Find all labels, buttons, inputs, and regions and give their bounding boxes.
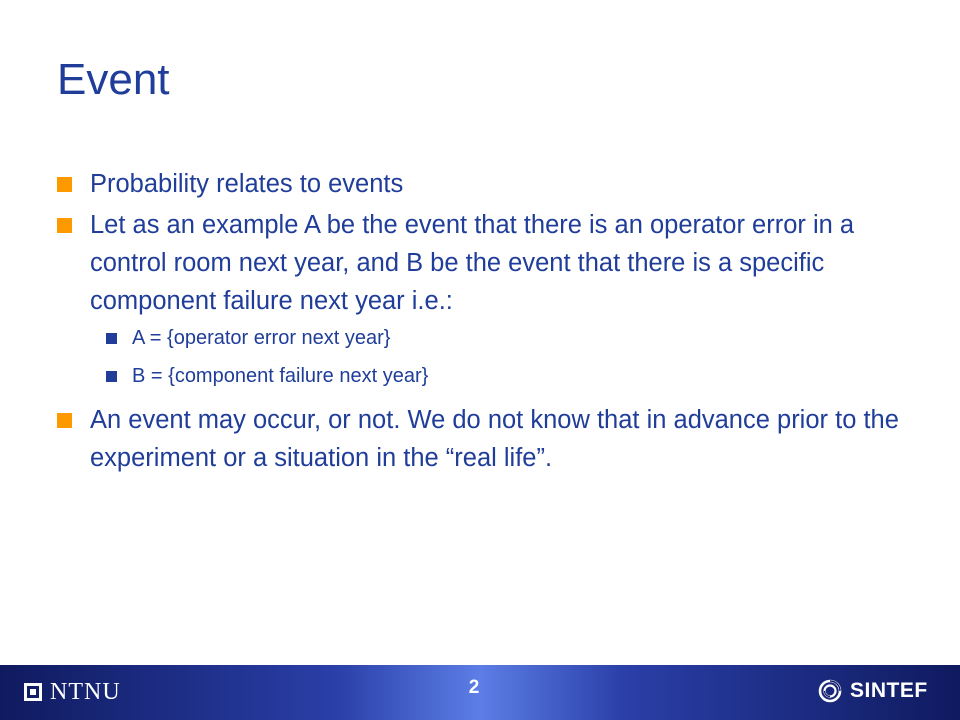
slide-content <box>57 165 927 480</box>
page-number <box>0 676 960 700</box>
bullet-item: An event may occur, or not. We do not know that in advance prior to the experiment or a situation in the “real life”. <box>57 401 927 477</box>
ntnu-logo-text: NTNU <box>50 679 121 705</box>
sub-bullet-item: A = {operator error next year} <box>106 325 927 351</box>
page-number-text: 2 <box>468 677 480 698</box>
sub-bullet-list <box>57 325 927 389</box>
sintef-logo-text: SINTEF <box>850 679 928 702</box>
bullet-item: Probability relates to events <box>57 165 927 203</box>
sub-bullet-item: B = {component failure next year} <box>106 363 927 389</box>
bullet-item: Let as an example A be the event that there is an operator error in a control room next year, and B be the event that there is a specific component failure next year i.e.: <box>57 206 927 320</box>
slide-title: Event <box>57 55 170 104</box>
